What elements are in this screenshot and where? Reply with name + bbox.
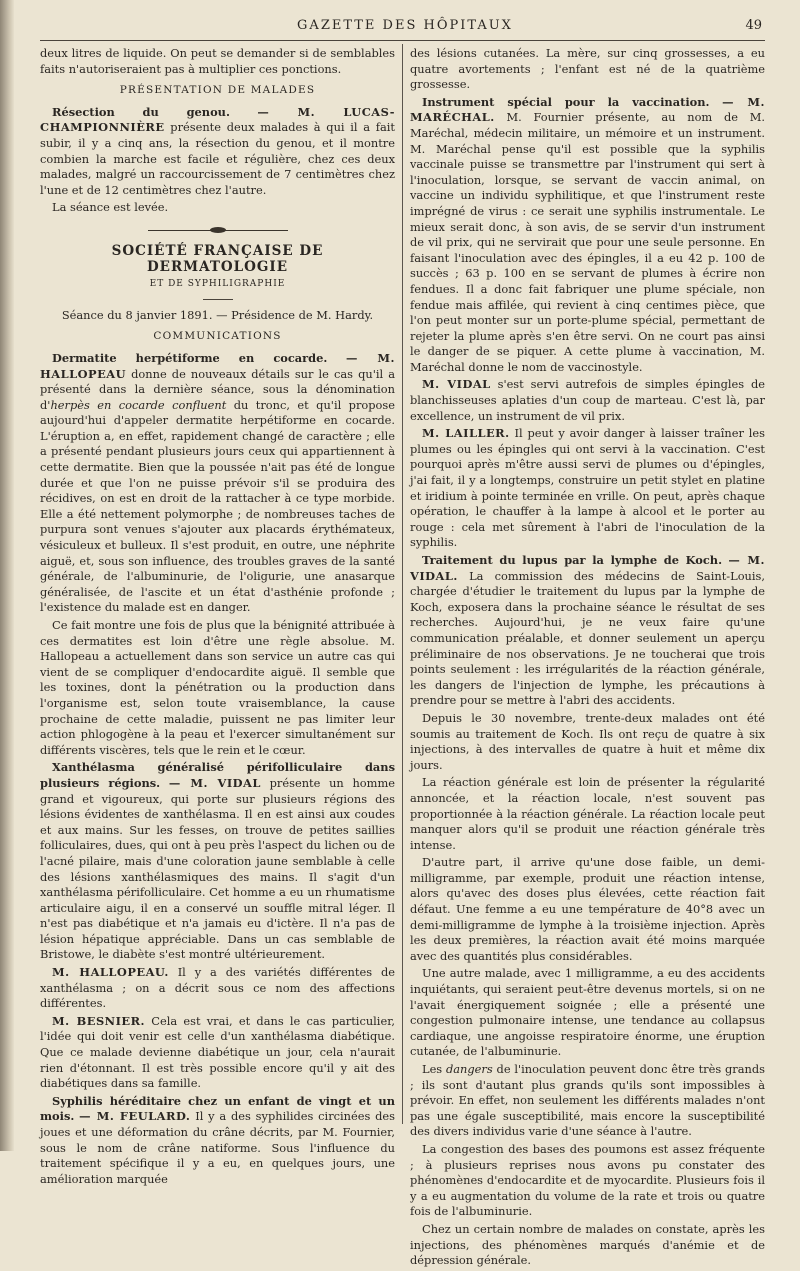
society-title: SOCIÉTÉ FRANÇAISE DE DERMATOLOGIE [111, 242, 324, 275]
reply-hallopeau [40, 965, 395, 1012]
article-author: — M. MARÉCHAL. [410, 94, 765, 125]
right-paragraph-6: Depuis le 30 novembre, trente-deux malades ont été soumis au traitement de Koch. Ils ont reçu de quatre à six injections, à des intervalles de quatre à huit et même dix jours. [410, 710, 765, 772]
paragraph-emphasis: dangers [445, 1062, 493, 1076]
article-author: — M. VIDAL [168, 775, 261, 790]
article-body: Il y a des syphilides circinées des joues et une déformation du crâne décrits, par M. Fournier, sous le nom de crâne natiforme. Sous l'influence du traitement spécifique il y a eu, en quelques jours, une amélioration marquée [40, 1109, 396, 1186]
reply-lailler [410, 426, 765, 551]
header-rule [40, 40, 765, 41]
article-dermatite [40, 351, 395, 616]
right-paragraph-12: Chez un certain nombre de malades on constate, après les injections, des phénomènes marqués d'anémie et de dépression générale. [410, 1221, 765, 1268]
article-author: — M. VIDAL. [410, 553, 766, 583]
article-body: La commission des médecins de Saint-Louis, chargée d'étudier le traitement du lupus par la lymphe de Koch, exposera dans la prochaine séance le résultat de ses recherches. Aujourd'hui, je ne veux faire qu'une communication préalable, et donner seulement un aperçu préliminaire de nos observations. Je ne toucherai que trois points seulement : les irrégularités de la réaction générale, les dangers de l'injection de lymphe, les précautions à prendre pour se mettre à l'abri des accidents. [410, 568, 765, 708]
short-rule [203, 299, 233, 300]
article-xanthelasma [40, 760, 395, 963]
reply-body: Il y a des variétés différentes de xanthélasma ; on a décrit sous ce nom des affections différentes. [40, 965, 395, 1011]
column-separator [402, 44, 403, 1124]
article-syphilis [40, 1094, 395, 1188]
article-vaccination [410, 95, 765, 376]
reply-body: s'est servi autrefois de simples épingles de blanchisseuses aplaties d'un coup de marteau. C'est là, par excellence, un instrument de vil prix. [410, 377, 765, 423]
page-number: 49 [745, 18, 762, 33]
right-paragraph-1: des lésions cutanées. La mère, sur cinq grossesses, a eu quatre avortements ; l'enfant est né de la quatrième grossesse. [410, 46, 765, 92]
article-lupus-koch [410, 553, 765, 709]
right-paragraph-7: La réaction générale est loin de présenter la régularité annoncée, et la réaction locale, n'est souvent pas proportionnée à la réaction générale. La réaction locale peut manquer alors qu'il se produit une réaction générale très intense. [410, 775, 765, 852]
right-paragraph-9: Une autre malade, avec 1 milligramme, a eu des accidents inquiétants, qui seraient peut-être devenus mortels, si on ne l'avait énergiquement soignée ; elle a présenté une congestion pulmonaire intense, une tendance au collapsus cardiaque, une angoisse respiratoire énorme, une éruption cutanée, de l'albuminurie. [410, 966, 765, 1059]
article-resection-genou [40, 105, 395, 199]
article-author: — M. HALLOPEAU [40, 350, 395, 381]
page-header [40, 16, 770, 38]
journal-title: GAZETTE DES HÔPITAUX [297, 18, 513, 33]
paragraph-text: Les [422, 1062, 446, 1076]
article-title: Instrument spécial pour la vaccination. [422, 94, 710, 109]
section-heading-communications: COMMUNICATIONS [153, 330, 282, 343]
society-subtitle: ET DE SYPHILIGRAPHIE [149, 279, 286, 290]
speaker: M. HALLOPEAU. [52, 965, 169, 980]
reply-body: Il peut y avoir danger à laisser traîner les plumes ou les épingles qui ont servi à la vaccination. C'est pourquoi après m'être aussi servi de plumes ou d'épingles, j'ai fait, il y a longtemps, construire un petit stylet en platine et iridium à pointe terminée en vrille. On peut, après chaque opération, le chauffer à la lampe à alcool et le porter au rouge : cela met sûrement à l'abri de l'inoculation de la syphilis. [410, 426, 765, 550]
article-emphasis: herpès en cocarde confluent [50, 397, 227, 412]
article-body: M. Fournier présente, au nom de M. Maréchal, médecin militaire, un mémoire et un instrument. M. Maréchal pense qu'il est possible que la syphilis vaccinale puisse se transmettre par l'instrument qui sert à l'inoculation, lorsque, se servant de vaccin animal, on vaccine un individu syphilitique, et que l'instrument reste imprégné de virus : ce serait une syphilis instrumentale. Le mieux serait donc, à son avis, de se servir d'un instrument de vil prix, qui ne servirait que pour une seule personne. En faisant l'inoculation avec des épingles, il a eu 42 p. 100 de succès ; 63 p. 100 en se servant de plumes à écrire non fendues. Il a donc fait fabriquer une plume spéciale, non fendue mais affilée, qui revient à cinq centimes pièce, que l'on peut monter sur un porte-plume spécial, permettant de rejeter la plume après s'en être servi. On ne court pas ainsi le danger de se piquer. A cette plume à vaccination, M. Maréchal donne le nom de vaccinostyle. [410, 110, 765, 374]
article-title: Syphilis héréditaire chez un enfant de vingt et un mois. [40, 1093, 395, 1124]
article-body: présente deux malades à qui il a fait subir, il y a cinq ans, la résection du genou, et il montre combien la marche est facile et régulière, chez ces deux malades, malgré un raccourcissement de 7 centimètres chez l'une et de 12 centimètres chez l'autre. [40, 120, 395, 197]
left-paragraph-4: Ce fait montre une fois de plus que la bénignité attribuée à ces dermatites est loin d'être une règle absolue. M. Hallopeau a actuellement dans son service un autre cas qui vient de se compliquer d'endocardite aiguë. Il semble que les toxines, dont la pénétration ou la production dans l'organisme est, selon toute vraisemblance, la cause prochaine de cette maladie, puissent ne pas limiter leur action phlogogène à la peau et l'exercer simultanément sur différents viscères, tels que le rein et le cœur. [40, 618, 395, 757]
ornament-divider [148, 226, 288, 234]
binding-spine [0, 0, 14, 1151]
article-title: Résection du genou. [52, 104, 230, 119]
article-title: Traitement du lupus par la lymphe de Koch. [422, 553, 723, 567]
article-title: Dermatite herpétiforme en cocarde. [52, 350, 328, 365]
reply-body: Cela est vrai, et dans le cas particulier, l'idée qui doit venir est celle d'un xanthélasma diabétique. Que ce malade devienne diabétique un jour, cela n'aurait rien d'étonnant. Il est très possible encore qu'il y ait des diabétiques dans sa famille. [40, 1013, 396, 1091]
speaker: M. LAILLER. [422, 426, 510, 441]
left-column [40, 46, 395, 1189]
article-author: — M. FEULARD. [79, 1109, 191, 1124]
session-closed: La séance est levée. [52, 200, 169, 215]
reply-besnier [40, 1014, 395, 1092]
article-author: — M. LUCAS-CHAMPIONNIÈRE [40, 104, 395, 135]
speaker: M. VIDAL [422, 377, 491, 392]
right-column [410, 46, 765, 1271]
speaker: M. BESNIER. [52, 1013, 146, 1028]
reply-vidal [410, 377, 765, 424]
right-paragraph-10 [410, 1062, 765, 1140]
article-body: présente un homme grand et vigoureux, qui porte sur plusieurs régions des lésions évidentes de xanthélasma. Il en est ainsi aux coudes et aux mains. Sur les fesses, on trouve de petites saillies folliculaires, dues, qui ont à peu près l'aspect du lichen ou de l'acné pilaire, mais d'une coloration jaune semblable à celle des lésions xanthélasmiques des mains. Il s'agit d'un xanthélasma périfolliculaire. Cet homme a eu un rhumatisme articulaire aigu, il en a conservé un souffle mitral léger. Il n'est pas diabétique et n'a jamais eu d'ictère. Il n'a pas de lésion hépatique appréciable. Dans un cas semblable de Bristowe, le diabète s'est montré ultérieurement. [40, 775, 396, 962]
section-heading-presentation: PRÉSENTATION DE MALADES [119, 84, 316, 97]
session-info: Séance du 8 janvier 1891. — Présidence de M. Hardy. [61, 307, 374, 322]
paragraph-text-cont: de l'inoculation peuvent donc être très grands ; ils sont d'autant plus grands qu'ils sont impossibles à prévoir. En effet, non seulement les différents malades n'ont pas une égale susceptibilité, mais encore la susceptibilité des divers individus varie d'une séance à l'autre. [410, 1062, 765, 1139]
right-paragraph-11: La congestion des bases des poumons est assez fréquente ; à plusieurs reprises nous avons pu constater des phénomènes d'endocardite et de myocardite. Plusieurs fois il y a eu augmentation du volume de la rate et trois ou quatre fois de l'albuminurie. [410, 1141, 765, 1219]
article-body-cont: du tronc, et qu'il propose aujourd'hui d'appeler dermatite herpétiforme en cocarde. L'éruption a, en effet, rapidement changé de caractère ; elle a présenté pendant plusieurs jours ceux qui appartiennent à cette dermatite. Bien que la poussée n'ait pas été de longue durée et que l'on ne puisse prévoir s'il se produira des récidives, on est en droit de la rattacher à ce type morbide. Elle a été nettement polymorphe ; de nombreuses taches de purpura sont venues s'ajouter aux placards érythémateux, vésiculeux et bulleux. Il s'est produit, en outre, une néphrite aiguë, et, sous son influence, des troubles graves de la santé générale, de l'albuminurie, de l'oligurie, une anasarque généralisée, de l'ascite et un état d'asthénie profonde ; l'existence du malade est en danger. [40, 397, 395, 615]
right-paragraph-8: D'autre part, il arrive qu'une dose faible, un demi-milligramme, par exemple, produit une réaction intense, alors qu'avec des doses plus élevées, cette réaction fait défaut. Une femme a eu une température de 40°8 avec un demi-milligramme de lymphe à la troisième injection. Après les deux premières, la réaction avait été moins marquée avec des quantités plus considérables. [410, 855, 765, 963]
article-body: donne de nouveaux détails sur le cas qu'il a présenté dans la dernière séance, sous la dénomination d' [40, 366, 395, 412]
article-title: Xanthélasma généralisé périfolliculaire dans plusieurs régions. [40, 760, 395, 790]
left-paragraph-0: deux litres de liquide. On peut se demander si de semblables faits n'autoriseraient pas à multiplier ces ponctions. [40, 46, 395, 76]
